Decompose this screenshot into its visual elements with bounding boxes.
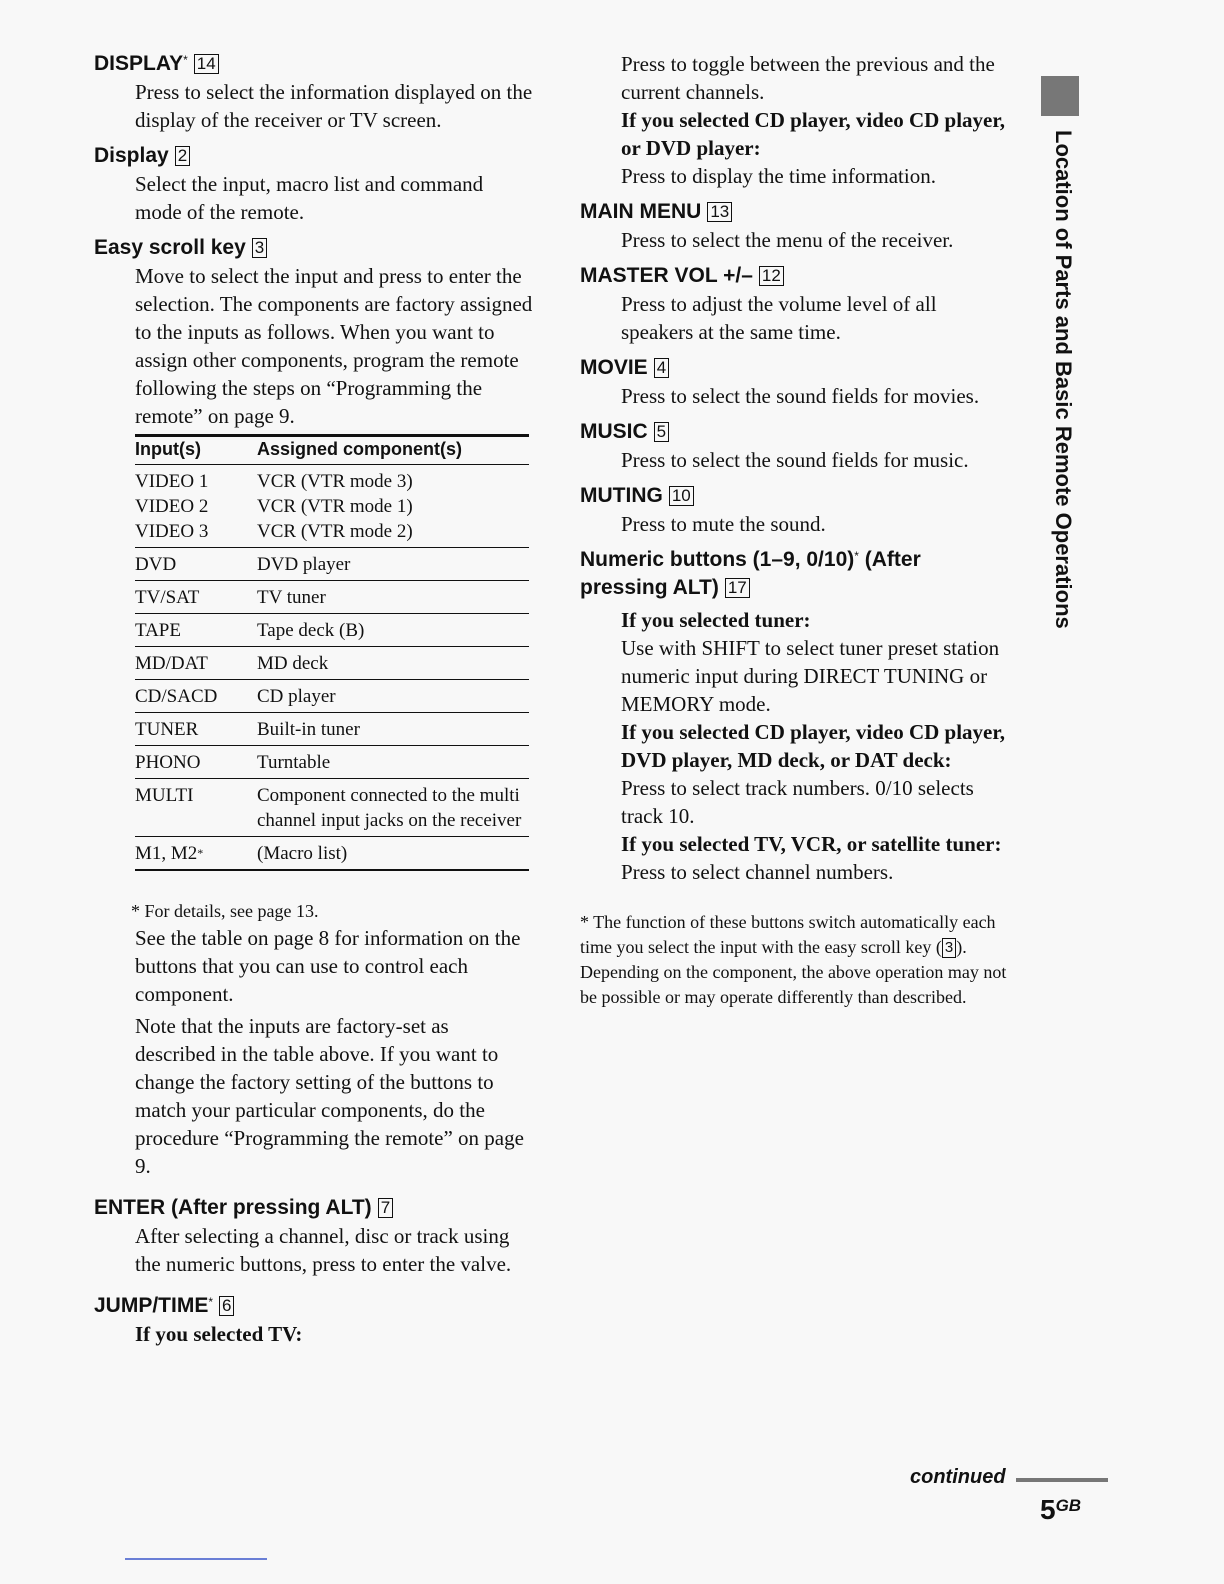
table-cell: Component connected to the multi channel input jacks on the receiver bbox=[257, 779, 529, 837]
table-row bbox=[135, 779, 529, 837]
display-desc: Select the input, macro list and command mode of the remote. bbox=[135, 172, 484, 224]
master-vol-desc: Press to adjust the volume level of all speakers at the same time. bbox=[621, 292, 937, 344]
jump-tv-subheading: If you selected TV: bbox=[135, 1322, 303, 1346]
heading-main-menu: MAIN MENU 13 bbox=[580, 198, 1010, 226]
note-inputs-text: Note that the inputs are factory-set as described in the table above. If you want to change the factory setting of the buttons to match your particular components, do the procedure “Programming the remote” on page 9. bbox=[135, 1014, 524, 1178]
numeric-cd-desc: Press to select track numbers. 0/10 selects track 10. bbox=[621, 776, 974, 828]
section-tab-marker bbox=[1041, 76, 1079, 116]
side-section-title: Location of Parts and Basic Remote Operations bbox=[1051, 130, 1076, 629]
input-assignment-table bbox=[135, 434, 529, 871]
ref-box: 13 bbox=[707, 202, 732, 222]
table-header-row bbox=[135, 436, 529, 465]
heading-display: Display 2 bbox=[94, 142, 534, 170]
table-row bbox=[135, 548, 529, 581]
table-row bbox=[135, 647, 529, 680]
numeric-tuner-subheading: If you selected tuner: bbox=[621, 608, 811, 632]
ref-box: 14 bbox=[194, 54, 219, 74]
heading-movie: MOVIE 4 bbox=[580, 354, 1010, 382]
movie-desc: Press to select the sound fields for movies. bbox=[621, 384, 980, 408]
table-cell: TAPE bbox=[135, 614, 257, 647]
table-header: Input(s) bbox=[135, 436, 257, 465]
numeric-footnote: * The function of these buttons switch automatically each time you select the input with the easy scroll key ( 3 ). Depending on the component, the above operation may not be possible or may operate differently than described. bbox=[580, 912, 1007, 1007]
table-cell: Turntable bbox=[257, 746, 529, 779]
ref-box: 17 bbox=[725, 578, 750, 598]
table-row bbox=[135, 680, 529, 713]
continued-bar bbox=[1016, 1478, 1108, 1482]
enter-desc: After selecting a channel, disc or track using the numeric buttons, press to enter the valve. bbox=[135, 1224, 512, 1276]
page-number: $5^{GB}$ bbox=[1040, 1494, 1082, 1525]
table-cell: MD deck bbox=[257, 647, 529, 680]
table-cell: CD/SACD bbox=[135, 680, 257, 713]
heading-master-vol: MASTER VOL +/– 12 bbox=[580, 262, 1010, 290]
table-cell: MULTI bbox=[135, 779, 257, 837]
table-cell: DVD player bbox=[257, 548, 529, 581]
ref-box: 4 bbox=[654, 358, 669, 378]
ref-box: 3 bbox=[252, 238, 267, 258]
continued-label: continued bbox=[910, 1466, 1006, 1488]
table-row bbox=[135, 614, 529, 647]
jump-cd-desc: Press to display the time information. bbox=[621, 164, 936, 188]
jump-cd-subheading: If you selected CD player, video CD player, or DVD player: bbox=[621, 108, 1006, 160]
table-row bbox=[135, 746, 529, 779]
ref-box: 10 bbox=[669, 486, 694, 506]
table-cell: Tape deck (B) bbox=[257, 614, 529, 647]
display-star-desc: Press to select the information displayed on the display of the receiver or TV screen. bbox=[135, 80, 533, 132]
table-cell: (Macro list) bbox=[257, 837, 529, 871]
ref-box: 2 bbox=[175, 146, 190, 166]
table-row bbox=[135, 519, 529, 548]
numeric-tv-desc: Press to select channel numbers. bbox=[621, 860, 894, 884]
table-row bbox=[135, 465, 529, 495]
table-cell: TV tuner bbox=[257, 581, 529, 614]
jump-tv-desc: Press to toggle between the previous and the current channels. bbox=[621, 52, 995, 104]
table-cell: VCR (VTR mode 1) bbox=[257, 496, 413, 517]
table-row bbox=[135, 713, 529, 746]
ref-box: 5 bbox=[654, 422, 669, 442]
table-row bbox=[135, 837, 529, 871]
numeric-cd-subheading: If you selected CD player, video CD player, DVD player, MD deck, or DAT deck: bbox=[621, 720, 1006, 772]
table-cell: TV/SAT bbox=[135, 581, 257, 614]
table-cell: VIDEO 3 bbox=[135, 519, 257, 548]
table-row bbox=[135, 494, 529, 519]
music-desc: Press to select the sound fields for music. bbox=[621, 448, 969, 472]
heading-muting: MUTING 10 bbox=[580, 482, 1010, 510]
heading-display-star: DISPLAY* 14 bbox=[94, 50, 534, 78]
ref-box: 6 bbox=[219, 1296, 234, 1316]
easy-scroll-desc: Move to select the input and press to enter the selection. The components are factory assigned to the inputs as follows. When you want to assign other components, program the remote following the steps on “Programming the remote” on page 9. bbox=[135, 264, 533, 428]
see-table-text: See the table on page 8 for information on the buttons that you can use to control each component. bbox=[135, 926, 521, 1006]
table-cell: PHONO bbox=[135, 746, 257, 779]
table-footnote: * For details, see page 13. bbox=[131, 901, 319, 921]
table-cell: Built-in tuner bbox=[257, 713, 529, 746]
table-cell: VCR (VTR mode 2) bbox=[257, 519, 529, 548]
table-cell: VIDEO 1 bbox=[135, 471, 209, 492]
ref-box: 12 bbox=[759, 266, 784, 286]
numeric-tv-subheading: If you selected TV, VCR, or satellite tuner: bbox=[621, 832, 1002, 856]
ref-box: 3 bbox=[942, 938, 956, 958]
footer-rule bbox=[125, 1558, 267, 1560]
muting-desc: Press to mute the sound. bbox=[621, 512, 826, 536]
heading-jump-time: JUMP/TIME* 6 bbox=[94, 1292, 534, 1320]
table-header: Assigned component(s) bbox=[257, 436, 529, 465]
table-cell: DVD bbox=[135, 548, 257, 581]
table-cell: M1, M2* bbox=[135, 837, 257, 871]
ref-box: 7 bbox=[378, 1198, 393, 1218]
table-cell: VCR (VTR mode 3) bbox=[257, 471, 413, 492]
heading-enter: ENTER (After pressing ALT) 7 bbox=[94, 1194, 534, 1222]
heading-easy-scroll: Easy scroll key 3 bbox=[94, 234, 534, 262]
table-cell: MD/DAT bbox=[135, 647, 257, 680]
table-row bbox=[135, 581, 529, 614]
heading-numeric-buttons: Numeric buttons (1–9, 0/10)* (After pressing ALT) 17 bbox=[580, 548, 921, 599]
left-column bbox=[94, 50, 534, 1348]
table-cell: VIDEO 2 bbox=[135, 496, 209, 517]
right-column bbox=[580, 50, 1010, 1010]
heading-music: MUSIC 5 bbox=[580, 418, 1010, 446]
table-cell: TUNER bbox=[135, 713, 257, 746]
numeric-tuner-desc: Use with SHIFT to select tuner preset station numeric input during DIRECT TUNING or MEMORY mode. bbox=[621, 636, 1000, 716]
table-cell: CD player bbox=[257, 680, 529, 713]
main-menu-desc: Press to select the menu of the receiver. bbox=[621, 228, 954, 252]
